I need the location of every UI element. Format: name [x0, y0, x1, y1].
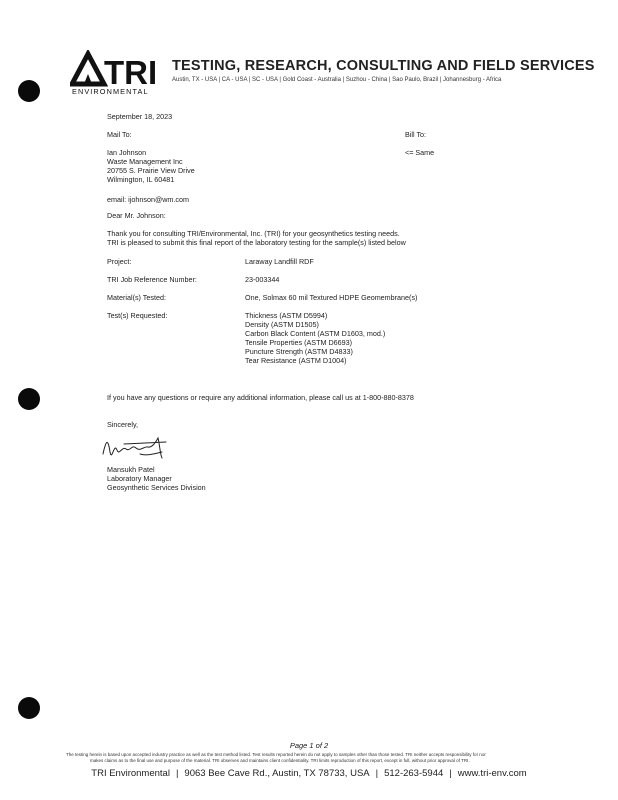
- test-item: Tear Resistance (ASTM D1004): [245, 356, 347, 365]
- page-number: Page 1 of 2: [289, 741, 329, 750]
- recipient-company: Waste Management Inc: [107, 157, 183, 166]
- recipient-name: Ian Johnson: [107, 148, 147, 157]
- project-value: Laraway Landfill RDF: [245, 257, 314, 266]
- mail-to-label: Mail To:: [107, 130, 132, 139]
- intro-line: TRI is pleased to submit this final report of the laboratory testing for the sample(s) listed below: [107, 238, 406, 247]
- recipient-address2: Wilmington, IL 60481: [107, 175, 175, 184]
- test-item: Puncture Strength (ASTM D4833): [245, 347, 353, 356]
- logo-text: TRI: [104, 54, 158, 91]
- signer-division: Geosynthetic Services Division: [107, 483, 206, 492]
- sincerely: Sincerely,: [107, 420, 139, 429]
- closing-line: If you have any questions or require any additional information, please call us at 1-800-880-8378: [107, 393, 414, 402]
- signer-title: Laboratory Manager: [107, 474, 172, 483]
- test-item: Thickness (ASTM D5994): [245, 311, 328, 320]
- salutation: Dear Mr. Johnson:: [107, 211, 166, 220]
- recipient-address1: 20755 S. Prairie View Drive: [107, 166, 195, 175]
- company-name: TESTING, RESEARCH, CONSULTING AND FIELD SERVICES: [172, 58, 595, 74]
- disclaimer-line: makes claims as to the final use and purpose of the material. TRI observes and maintains client confidentiality. TRI limits reproduction of this report, except in full, without prior approval of TRI.: [90, 758, 470, 763]
- test-item: Density (ASTM D1505): [245, 320, 319, 329]
- project-label: Project:: [107, 257, 132, 266]
- footer-phone: 512-263-5944: [384, 768, 444, 779]
- footer-contact: TRI Environmental | 9063 Bee Cave Rd., Austin, TX 78733, USA | 512-263-5944 | www.tri-env.com: [91, 768, 527, 779]
- letter-date: September 18, 2023: [107, 112, 173, 121]
- tests-label: Test(s) Requested:: [107, 311, 168, 320]
- footer-company: TRI Environmental: [91, 768, 170, 779]
- job-ref-value: 23-003344: [245, 275, 280, 284]
- bill-to-label: Bill To:: [405, 130, 427, 139]
- signer-name: Mansukh Patel: [107, 465, 155, 474]
- job-ref-label: TRI Job Reference Number:: [107, 275, 197, 284]
- signature-icon: [100, 432, 172, 464]
- punch-hole: [18, 80, 40, 102]
- intro-line: Thank you for consulting TRI/Environmental, Inc. (TRI) for your geosynthetics testing needs.: [107, 229, 400, 238]
- bill-to-value: <= Same: [405, 148, 435, 157]
- company-locations: Austin, TX - USA | CA - USA | SC - USA | Gold Coast - Australia | Suzhou - China | Sao Paulo, Brazil | Johannesburg - Africa: [172, 77, 502, 83]
- disclaimer-line: The testing herein is based upon accepted industry practice as well as the test method listed. Test results reported herein do not apply to samples other than those tested. TRI neither accepts responsibility for nor: [66, 752, 486, 757]
- footer-website: www.tri-env.com: [457, 768, 527, 779]
- recipient-email: email: ijohnson@wm.com: [107, 195, 189, 204]
- logo-subtext: ENVIRONMENTAL: [72, 87, 149, 96]
- punch-hole: [18, 697, 40, 719]
- test-item: Carbon Black Content (ASTM D1603, mod.): [245, 329, 386, 338]
- punch-hole: [18, 388, 40, 410]
- test-item: Tensile Properties (ASTM D6693): [245, 338, 353, 347]
- tri-logo-icon: [70, 50, 162, 96]
- materials-value: One, Solmax 60 mil Textured HDPE Geomembrane(s): [245, 293, 418, 302]
- materials-label: Material(s) Tested:: [107, 293, 166, 302]
- footer-address: 9063 Bee Cave Rd., Austin, TX 78733, USA: [184, 768, 370, 779]
